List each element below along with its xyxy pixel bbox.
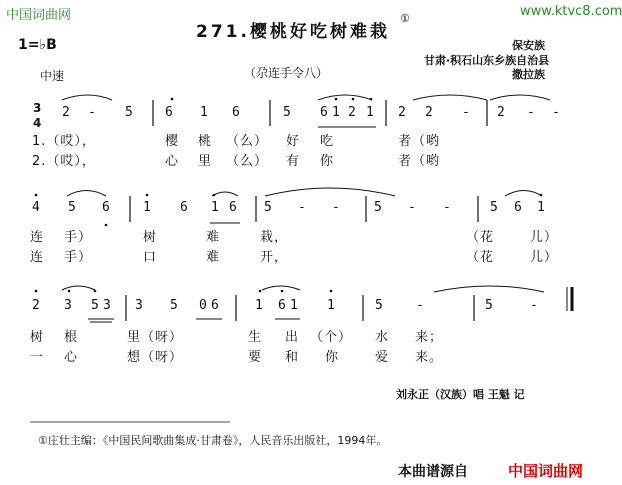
octave-dot [540,194,543,197]
note: 6 [165,105,173,120]
lyric: （么） [226,134,269,149]
octave-dot [35,194,38,197]
origin-region: 甘肃·积石山东乡族自治县 [424,54,550,67]
lyric: 者（哟 [398,154,441,169]
slur [62,286,95,290]
note: 2 [348,105,356,120]
octave-dot [352,98,355,101]
lyric: 树 [30,330,45,345]
note: 3 [103,298,111,313]
note: 6 [180,200,188,215]
lyric: 出 [285,330,300,345]
lyric: 1.（哎）， [32,134,96,149]
dash: ‑ [408,200,416,215]
slur [262,286,300,290]
note: 2 [425,105,433,120]
note: 1 [366,105,374,120]
lyric: 想（呀） [127,350,184,365]
lyric: 来。 [415,350,444,365]
slur [413,95,487,100]
note: 1 [200,105,208,120]
lyric: 难 [206,250,221,265]
lyric: 2.（哎）， [32,154,96,169]
slur [318,95,372,100]
note: 5 [264,200,272,215]
note: 4 [32,200,40,215]
lyric: （个） [310,330,353,345]
note: 1 [290,298,298,313]
note: 3 [135,298,143,313]
octave-dot [94,290,97,293]
lyric: 心 [165,154,180,169]
lyric: 你 [320,154,335,169]
tune-subtitle: （尕连手令八） [244,66,329,80]
lyric: 樱 [165,134,180,149]
octave-dot [68,290,71,293]
lyric: 里（呀） [127,330,184,345]
watermark-brand: 中国词曲网 [508,462,584,480]
note: 1 [327,298,335,313]
octave-dot [171,98,174,101]
octave-dot [281,290,284,293]
time-signature-top: 3 [33,101,42,115]
note: 0 [199,298,207,313]
note: 2 [398,105,406,120]
lyric: 好 [286,134,301,149]
origin-ethnic-1: 保安族 [512,39,545,52]
lyric: 一 [30,350,45,365]
note: 5 [125,105,133,120]
note: 6 [102,200,110,215]
dash: ‑ [552,105,560,120]
footnote-text: ①庄壮主编：《中国民间歌曲集成·甘肃卷》，人民音乐出版社，1994年。 [38,434,388,447]
octave-dot [35,290,38,293]
slur [62,95,112,100]
lyric: 儿） [530,250,559,265]
dash: ‑ [443,200,451,215]
note: 5 [170,298,178,313]
lyric: 和 [285,350,300,365]
dash: ‑ [332,200,340,215]
lyric: 吃 [320,134,335,149]
footnote-mark: ① [400,12,410,25]
slur [434,286,544,292]
lyric: 你 [325,350,340,365]
time-signature-bottom: 4 [33,116,42,130]
note: 5 [485,298,493,313]
lyric: 者（哟 [398,134,441,149]
lyric: 手） [64,250,93,265]
note: 2 [497,105,505,120]
performer-credit: 刘永正（汉族）唱 王魁 记 [396,388,525,401]
lyric: 要 [248,350,263,365]
lyric: 树 [143,230,158,245]
note: 5 [91,298,99,313]
lyric: 心 [64,350,79,365]
slur [265,188,395,196]
watermark-site-name: 中国词曲网 [6,8,72,23]
dash: ‑ [530,298,538,313]
octave-dot [330,290,333,293]
octave-dot [335,98,338,101]
note: 3 [64,298,72,313]
origin-ethnic-2: 撒拉族 [512,68,545,81]
lyric: 有 [286,154,301,169]
slur [505,191,542,197]
octave-dot [105,224,108,227]
octave-dot [146,194,149,197]
lyric: （花 [466,230,495,245]
dash: ‑ [298,200,306,215]
note: 1 [211,200,219,215]
dash: ‑ [527,105,535,120]
dash: ‑ [416,298,424,313]
slur [212,192,238,196]
note: 1 [255,298,263,313]
lyric: 连 [30,250,45,265]
lyric: 口 [143,250,158,265]
lyric: 连 [30,230,45,245]
lyric: （么） [226,154,269,169]
note: 2 [32,298,40,313]
lyric: 桃 [198,134,213,149]
song-title: 271.樱桃好吃树难栽 [196,22,390,42]
octave-dot [259,290,262,293]
octave-dot [370,98,373,101]
lyric: 里 [198,154,213,169]
lyric: 手） [64,230,93,245]
note: 5 [283,105,291,120]
watermark-source-label: 本曲谱源自 [398,464,468,480]
note: 5 [375,298,383,313]
note: 6 [278,298,286,313]
lyric: 生 [248,330,263,345]
key-signature: 1=♭B [18,37,57,53]
note: 1 [332,105,340,120]
lyric: 儿） [530,230,559,245]
note: 6 [232,105,240,120]
note: 6 [514,200,522,215]
note: 6 [320,105,328,120]
lyric: （花 [466,250,495,265]
note: 6 [229,200,237,215]
slur [67,191,106,197]
lyric: 爱 [375,350,390,365]
lyric: 来； [415,330,444,345]
watermark-url: www.ktvc8.com [520,4,622,19]
note: 1 [537,200,545,215]
dash: ‑ [88,105,96,120]
note: 2 [62,105,70,120]
lyric: 水 [375,330,390,345]
note: 5 [490,200,498,215]
lyric: 根 [64,330,79,345]
note: 5 [68,200,76,215]
note: 5 [374,200,382,215]
note: 6 [211,298,219,313]
lyric: 栽， [260,230,289,245]
dash: ‑ [462,105,470,120]
octave-dot [213,194,216,197]
lyric: 开， [260,250,289,265]
slur [490,95,550,100]
note: 1 [143,200,151,215]
lyric: 难 [206,230,221,245]
tempo-marking: 中速 [40,69,65,83]
